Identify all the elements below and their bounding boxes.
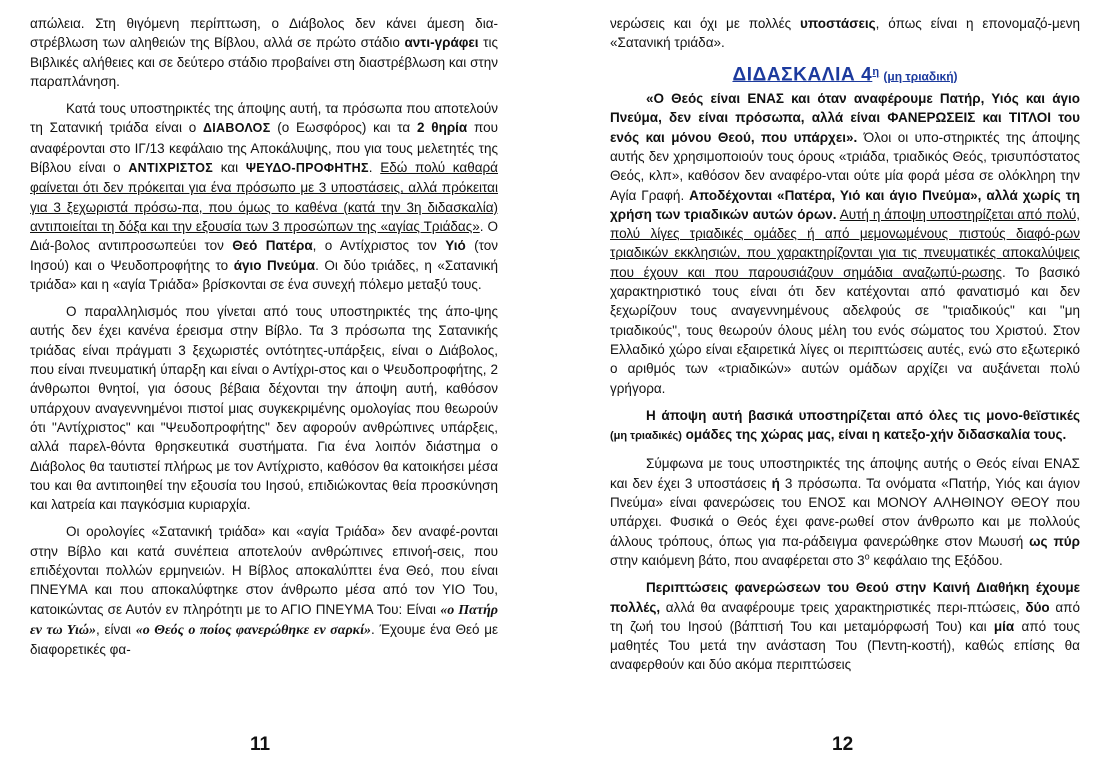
left-paragraph-2: Κατά τους υποστηρικτές της άποψης αυτή, τα πρόσωπα που αποτελούν τη Σατανική τριάδα είναι ο ΔΙΑΒΟΛΟΣ (ο Εωσφόρος) και τα 2 θηρία που αναφέρονται στο ΙΓ/13 κεφάλαιο της Αποκάλυψης, που για τους μελετητές της Βίβλου είναι ο ΑΝΤΙΧΡΙΣΤΟΣ και ΨΕΥΔΟ-ΠΡΟΦΗΤΗΣ. Εδώ πολύ καθαρά φαίνεται ότι δεν πρόκειται για ένα πρόσωπο με 3 υποστάσεις, αλλά πρόκειται για 3 ξεχωριστά πρόσω-πα, που όμως το καθένα (κατά την 3η διδασκαλία) αντιποιείται τη δόξα και την εξουσία των 3 προσώπων της «αγίας Τριάδας». Ο Διά-βολος αντιπροσωπεύει τον Θεό Πατέρα, ο Αντίχριστος τον Υιό (τον Ιησού) και ο Ψευδοπροφήτης το άγιο Πνεύμα. Οι δύο τριάδες, η «Σατανική τριάδα» και η «αγία Τριάδα» βρίσκονται σε ένα συνεχή πόλεμο μεταξύ τους. [30, 101, 499, 292]
quote-father-in-son: «ο Πατήρ εν τω Υιώ» [30, 602, 499, 638]
right-page [610, 14, 1080, 683]
left-paragraph-3: Ο παραλληλισμός που γίνεται από τους υποστηρικτές της άπο-ψης αυτής δεν έχει κανένα έρεισμα στην Βίβλο. Τα 3 πρόσωπα της Σατανικής τριάδας είναι πράγματι 3 ξεχωριστές οντότητες-υπάρξεις, είναι ο Διάβολος, που είναι πνευματική ύπαρξη και είναι ο Αντίχρι-στος και ο Ψευδοπροφήτης, 2 άνθρωποι θνητοί, για όσους βέβαια δέχονται την άποψη αυτή, καθόσον υπάρχουν αναγεννημένοι πιστοί μιας συγκεκριμένης ομολογίας που θεωρούν ότι "Αντίχριστος" και "Ψευδοπροφήτης" δεν αφορούν ανθρώπινες υπάρξεις, αλλά παρελ-θόντα θρησκευτικά συστήματα. Για ένα λοιπόν διάστημα ο Διάβολος θα ταυτιστεί πλήρως με τον Αντίχριστο, καθόσον θα κατοικήσει μέσα του και θα αντιποιηθεί την εξουσία του Ιησού, επιδιώκοντας θεία προσκύνηση και λατρεία και παγκόσμια κυριαρχία. [30, 304, 498, 513]
page-number-left: 11 [250, 734, 271, 755]
left-paragraph-1: απώλεια. Στη θιγόμενη περίπτωση, ο Διάβολος δεν κάνει άμεση δια-στρέβλωση των αληθειών της Βίβλου, αλλά σε πρώτο στάδιο αντι-γράφει τις Βιβλικές αλήθειες και σε δεύτερο στάδιο προβαίνει στη διαστρέβλωση και στην παραπλάνηση. [30, 16, 498, 89]
heading-title: ΔΙΔΑΣΚΑΛΙΑ 4 [732, 64, 873, 86]
underlined-passage: Εδώ πολύ καθαρά φαίνεται ότι δεν πρόκειται για ένα πρόσωπο με 3 υποστάσεις, αλλά πρόκειται για 3 ξεχωριστά πρόσω-πα, που όμως το καθένα (κατά την 3η διδασκαλία) αντιποιείται τη δόξα και την εξουσία των 3 προσώπων της «αγίας Τριάδας» [30, 160, 498, 234]
left-paragraph-4: Οι ορολογίες «Σατανική τριάδα» και «αγία Τριάδα» δεν αναφέ-ρονται στην Βίβλο και κατά συνέπεια αποτελούν ανθρώπινες επινοή-σεις, που επιδέχονται πολλών ερμηνειών. Η Βίβλος αποκαλύπτει ένα Θεό, που είναι ΠΝΕΥΜΑ και που αποκαλύφτηκε στον άνθρωπο μέσα από τον ΥΙΟ Του, κατοικώντας σε Αυτόν εν πληρότητι με το ΑΓΙΟ ΠΝΕΥΜΑ Του: Είναι «ο Πατήρ εν τω Υιώ», είναι «ο Θεός ο ποίος φανερώθηκε εν σαρκί». Έχουμε ένα Θεό με διαφορετικές φα- [30, 524, 499, 658]
left-page [30, 14, 498, 668]
underlined-passage: Αυτή η άποψη υποστηρίζεται από πολύ, πολύ λίγες τριαδικές ομάδες ή από μεμονωμένους πιστούς διαφό-ρων τριαδικών εκκλησιών, που χαρακτηρίζονται για τις πνευματικές αποκαλύψεις που έχουν και που παρουσιάζουν σημάδια αναζωπύ-ρωσης [610, 206, 1081, 280]
right-paragraph-3: Σύμφωνα με τους υποστηρικτές της άποψης αυτής ο Θεός είναι ΕΝΑΣ και δεν έχει 3 υποστάσεις ή 3 πρόσωπα. Τα ονόματα «Πατήρ, Υιός και άγιον Πνεύμα» είναι φανερώσεις του ΕΝΟΣ και ΜΟΝΟΥ ΑΛΗΘΙΝΟΥ ΘΕΟΥ που υπάρχει. Φυσικά ο Θεός έχει φανε-ρωθεί στον άνθρωπο και με πολλούς άλλους τρόπους, όπως για πα-ράδειγμα φανερώθηκε στον Μωυσή ως πύρ στην καιόμενη βάτο, που αναφέρεται στο $3^o$ κεφάλαιο της Εξόδου. [610, 456, 1080, 568]
page-number-right: 12 [832, 734, 854, 755]
section-heading [610, 61, 1080, 88]
right-paragraph-0: νερώσεις και όχι με πολλές υποστάσεις, όπως είναι η επονομαζό-μενη «Σατανική τριάδα». [610, 16, 1080, 51]
right-paragraph-4: Περιπτώσεις φανερώσεων του Θεού στην Καινή Διαθήκη έχουμε πολλές, αλλά θα αναφέρουμε τρεις χαρακτηριστικές περι-πτώσεις, δύο από τη ζωή του Ιησού (βάπτισή Του και μεταμόρφωσή Του) και μία από τους μαθητές Του μετά την ανάσταση Του (Πεντη-κοστή), καθώς επίσης θα αναφερθούν και δύο ακόμα περιπτώσεις [610, 580, 1080, 673]
right-paragraph-2: Η άποψη αυτή βασικά υποστηρίζεται από όλες τις μονο-θεϊστικές (μη τριαδικές) ομάδες της χώρας μας, είναι η κατεξο-χήν διδασκαλία τους. [610, 407, 1080, 443]
heading-superscript: η [872, 65, 880, 78]
right-paragraph-1: «Ο Θεός είναι ΕΝΑΣ και όταν αναφέρουμε Πατήρ, Υιός και άγιο Πνεύμα, δεν είναι πρόσωπα, αλλά είναι ΦΑΝΕΡΩΣΕΙΣ και ΤΙΤΛΟΙ του ενός και μόνου Θεού, που υπάρχει». Όλοι οι υπο-στηρικτές της άποψης αυτής δεν χρησιμοποιούν τους όρους «τριάδα, τριαδικός Θεός, τρισυπόστατος Θεός, κλπ», καθόσον δεν αναφέρο-νται ούτε μία φορά μέσα σε ολόκληρη την Αγία Γραφή. Αποδέχονται «Πατέρα, Υιό και άγιο Πνεύμα», αλλά χωρίς τη χρήση των τριαδικών αυτών όρων. Αυτή η άποψη υποστηρίζεται από πολύ, πολύ λίγες τριαδικές ομάδες ή από μεμονωμένους πιστούς διαφό-ρων τριαδικών εκκλησιών, που χαρακτηρίζονται για τις πνευματικές αποκαλύψεις που έχουν και που παρουσιάζουν σημάδια αναζωπύ-ρωσης. Το βασικό χαρακτηριστικό τους είναι ότι δεν κατέχονται από φανατισμό και δεν ξεχωρίζουν τους αναγεννημένους αδελφούς σε "τριαδικούς" και "μη τριαδικούς", τους θεωρούν όλους μέλη του ενός σώματος του Χριστού. Στον Ελλαδικό χώρο είναι εξαιρετικά λίγες οι περιπτώσεις αυτές, ενώ στο εξωτερικό ο αριθμός των «τριαδικών» αυτών ομάδων αρχίζει να αυξάνεται πολύ γρήγορα. [610, 91, 1081, 396]
heading-subtitle: (μη τριαδική) [883, 69, 958, 84]
quote-god-in-flesh: «ο Θεός ο ποίος φανερώθηκε εν σαρκί» [135, 622, 371, 638]
